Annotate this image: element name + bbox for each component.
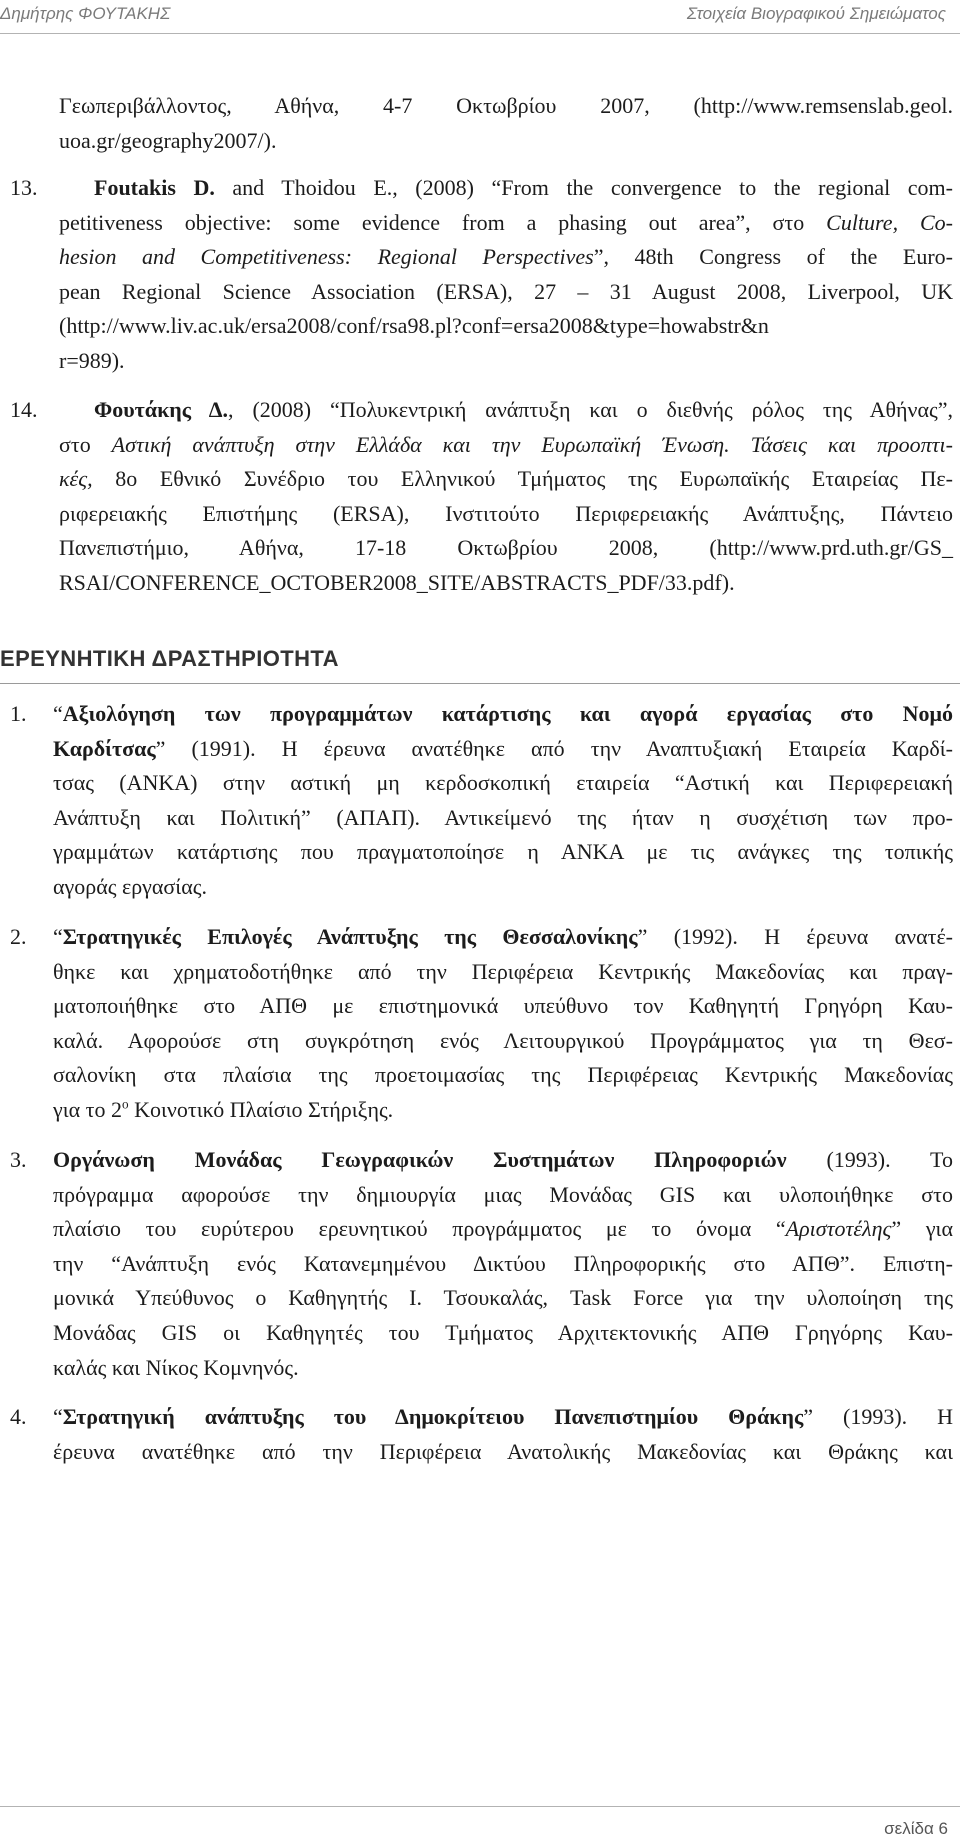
header-document-title: Στοιχεία Βιογραφικού Σημειώματος bbox=[686, 4, 946, 23]
footer-divider bbox=[0, 1806, 960, 1807]
item-number: 14. bbox=[10, 397, 38, 422]
research-item-1 bbox=[10, 697, 953, 905]
text-line bbox=[53, 1281, 953, 1316]
text-line bbox=[59, 344, 953, 379]
text-run: r=989). bbox=[59, 347, 125, 373]
text-line bbox=[53, 1435, 953, 1470]
item-number: 3. bbox=[10, 1147, 27, 1172]
bold-text: Φουτάκης Δ. bbox=[94, 397, 229, 422]
text-run: τσας (ΑΝΚΑ) στην αστική μη κερδοσκοπική εταιρεία “Αστική και Περιφερειακή bbox=[53, 770, 953, 796]
text-run: καλάς και Νίκος Κομνηνός. bbox=[53, 1354, 299, 1380]
text-run: καλά. Αφορούσε στη συγκρότηση ενός Λειτουργικού Προγράμματος για τη Θεσ- bbox=[53, 1027, 953, 1053]
item-number: 13. bbox=[10, 175, 38, 200]
bold-text: Στρατηγική ανάπτυξης του Δημοκρίτειου Πανεπιστημίου Θράκης bbox=[62, 1404, 804, 1429]
text-line bbox=[53, 1178, 953, 1213]
text-run: “ bbox=[53, 1404, 63, 1429]
text-line bbox=[59, 497, 953, 532]
section-heading-research: ΕΡΕΥΝΗΤΙΚΗ ΔΡΑΣΤΗΡΙΟΤΗΤΑ bbox=[0, 646, 339, 671]
bold-text: Στρατηγικές Επιλογές Ανάπτυξης της Θεσσαλονίκης bbox=[62, 924, 638, 949]
text-run: στο bbox=[59, 431, 112, 457]
text-run: ”, 48th Congress of the Euro- bbox=[593, 244, 954, 270]
text-run: , (2008) “Πολυκεντρική ανάπτυξη και ο διεθνής ρόλος της Αθήνας”, bbox=[228, 397, 953, 422]
text-line bbox=[59, 566, 953, 601]
text-line bbox=[59, 462, 953, 497]
research-item-2 bbox=[10, 920, 954, 1128]
text-run: μονικά Υπεύθυνος ο Καθηγητής Ι. Τσουκαλάς, Task Force για την υλοποίηση της bbox=[53, 1285, 953, 1311]
text-run: σαλονίκη στα πλαίσια της προετοιμασίας της Περιφέρειας Κεντρικής Μακεδονίας bbox=[53, 1062, 953, 1088]
text-line bbox=[53, 870, 953, 905]
text-line bbox=[59, 393, 953, 428]
text-run: γραμμάτων κατάρτισης που πραγματοποίησε η ΑΝΚΑ με τις ανάγκες της τοπικής bbox=[53, 839, 953, 865]
item-number: 1. bbox=[10, 701, 27, 726]
text-run: 8ο Εθνικό Συνέδριο του Ελληνικού Τμήματος της Ευρωπαϊκής Εταιρείας Πε- bbox=[92, 466, 953, 492]
text-line bbox=[53, 697, 953, 732]
text-run: την “Ανάπτυξη ενός Κατανεμημένου Δικτύου Πληροφορικής στο ΑΠΘ”. Επιστη- bbox=[53, 1250, 953, 1276]
text-line bbox=[59, 240, 953, 275]
text-line bbox=[53, 801, 953, 836]
italic-text: Culture, Co- bbox=[826, 209, 953, 235]
text-run: ματοποιήθηκε στο ΑΠΘ με επιστημονικά υπεύθυνο τον Καθηγητή Γρηγόρη Καυ- bbox=[53, 993, 953, 1019]
section-heading-underline bbox=[0, 683, 960, 684]
text-line bbox=[53, 1316, 953, 1351]
text-run: ριφερειακής Επιστήμης (ERSA), Ινστιτούτο Περιφερειακής Ανάπτυξης, Πάντειο bbox=[59, 500, 953, 526]
text-line bbox=[59, 531, 953, 566]
text-line bbox=[53, 989, 953, 1024]
italic-text: hesion and Competitiveness: Regional Perspectives bbox=[59, 244, 594, 270]
text-run: Πανεπιστήμιο, Αθήνα, 17-18 Οκτωβρίου 2008, (http://www.prd.uth.gr/GS_ bbox=[59, 535, 953, 561]
text-run: pean Regional Science Association (ERSA), 27 – 31 August 2008, Liverpool, UK bbox=[59, 278, 953, 304]
italic-text: Αστική ανάπτυξη στην Ελλάδα και την Ευρωπαϊκή Ένωση. Τάσεις και προοπτι- bbox=[111, 431, 953, 457]
text-run: για το 2 bbox=[53, 1096, 123, 1122]
text-run: πρόγραμμα αφορούσε την δημιουργία μιας Μονάδας GIS και υλοποιήθηκε στο bbox=[53, 1181, 953, 1207]
publication-item-13 bbox=[10, 171, 954, 379]
italic-text: Αριστοτέλης bbox=[785, 1216, 892, 1242]
text-run: RSAI/CONFERENCE_OCTOBER2008_SITE/ABSTRACTS_PDF/33.pdf). bbox=[59, 569, 735, 595]
text-line bbox=[59, 89, 953, 124]
bold-text: Foutakis D. bbox=[94, 175, 215, 200]
text-line bbox=[59, 206, 953, 241]
bold-text: Καρδίτσας bbox=[53, 735, 156, 761]
item-number: 2. bbox=[10, 924, 27, 949]
text-run: θηκε και χρηματοδοτήθηκε από την Περιφέρεια Κεντρικής Μακεδονίας και πραγ- bbox=[53, 958, 953, 984]
text-run: uoa.gr/geography2007/). bbox=[59, 127, 277, 153]
text-run: ” (1993). Η bbox=[803, 1404, 953, 1429]
text-line bbox=[59, 124, 953, 159]
text-line bbox=[53, 1247, 953, 1282]
text-run: (http://www.liv.ac.uk/ersa2008/conf/rsa98.pl?conf=ersa2008&type=howabstr&n bbox=[59, 313, 769, 339]
text-line bbox=[53, 1351, 953, 1386]
text-line bbox=[53, 1400, 953, 1435]
text-run: ” (1991). Η έρευνα ανατέθηκε από την Αναπτυξιακή Εταιρεία Καρδί- bbox=[155, 735, 953, 761]
text-run: Κοινοτικό Πλαίσιο Στήριξης. bbox=[128, 1096, 394, 1122]
text-run: Μονάδας GIS οι Καθηγητές του Τμήματος Αρχιτεκτονικής ΑΠΘ Γρηγόρης Καυ- bbox=[53, 1319, 953, 1345]
text-line bbox=[53, 1058, 953, 1093]
text-run: ” (1992). Η έρευνα ανατέ- bbox=[637, 924, 954, 949]
text-line bbox=[53, 732, 953, 767]
publication-item-14 bbox=[10, 393, 953, 601]
text-line bbox=[53, 1143, 953, 1178]
bold-text: Οργάνωση Μονάδας Γεωγραφικών Συστημάτων Πληροφοριών bbox=[53, 1147, 787, 1172]
text-line bbox=[53, 835, 953, 870]
bold-text: Αξιολόγηση των προγραμμάτων κατάρτισης και αγορά εργασίας στο Νομό bbox=[62, 701, 953, 726]
text-line bbox=[59, 171, 953, 206]
text-line bbox=[59, 428, 953, 463]
text-run: αγοράς εργασίας. bbox=[53, 873, 207, 899]
text-run: έρευνα ανατέθηκε από την Περιφέρεια Ανατολικής Μακεδονίας και Θράκης και bbox=[53, 1438, 953, 1464]
text-line bbox=[53, 955, 953, 990]
publication-item-12-continuation bbox=[59, 89, 953, 158]
text-line bbox=[53, 1212, 953, 1247]
text-run: Γεωπεριβάλλοντος, Αθήνα, 4-7 Οκτωβρίου 2007, (http://www.remsenslab.geol. bbox=[59, 93, 953, 118]
text-line bbox=[59, 309, 953, 344]
italic-text: κές, bbox=[59, 466, 93, 492]
text-run: petitiveness objective: some evidence from a phasing out area”, στο bbox=[59, 209, 827, 235]
text-line bbox=[53, 920, 953, 955]
superscript-text: ο bbox=[122, 1096, 129, 1112]
item-number: 4. bbox=[10, 1404, 27, 1429]
text-run: and Thoidou E., (2008) “From the convergence to the regional com- bbox=[214, 175, 953, 200]
page-number: σελίδα 6 bbox=[884, 1819, 948, 1838]
text-run: “ bbox=[53, 701, 63, 726]
header-author: Δημήτρης ΦΟΥΤΑΚΗΣ bbox=[0, 4, 171, 23]
text-line bbox=[59, 275, 953, 310]
text-run: “ bbox=[53, 924, 63, 949]
research-item-3 bbox=[10, 1143, 953, 1385]
text-run: ” για bbox=[891, 1216, 953, 1242]
research-item-4 bbox=[10, 1400, 953, 1469]
text-run: Ανάπτυξη και Πολιτική” (ΑΠΑΠ). Αντικείμενό της ήταν η συσχέτιση των προ- bbox=[53, 804, 953, 830]
text-line bbox=[53, 1024, 953, 1059]
text-line bbox=[53, 766, 953, 801]
text-run: πλαίσιο του ευρύτερου ερευνητικού προγράμματος με το όνομα “ bbox=[53, 1216, 786, 1242]
text-run: (1993). Το bbox=[786, 1147, 953, 1172]
text-line bbox=[53, 1093, 953, 1128]
header-divider bbox=[0, 33, 960, 34]
